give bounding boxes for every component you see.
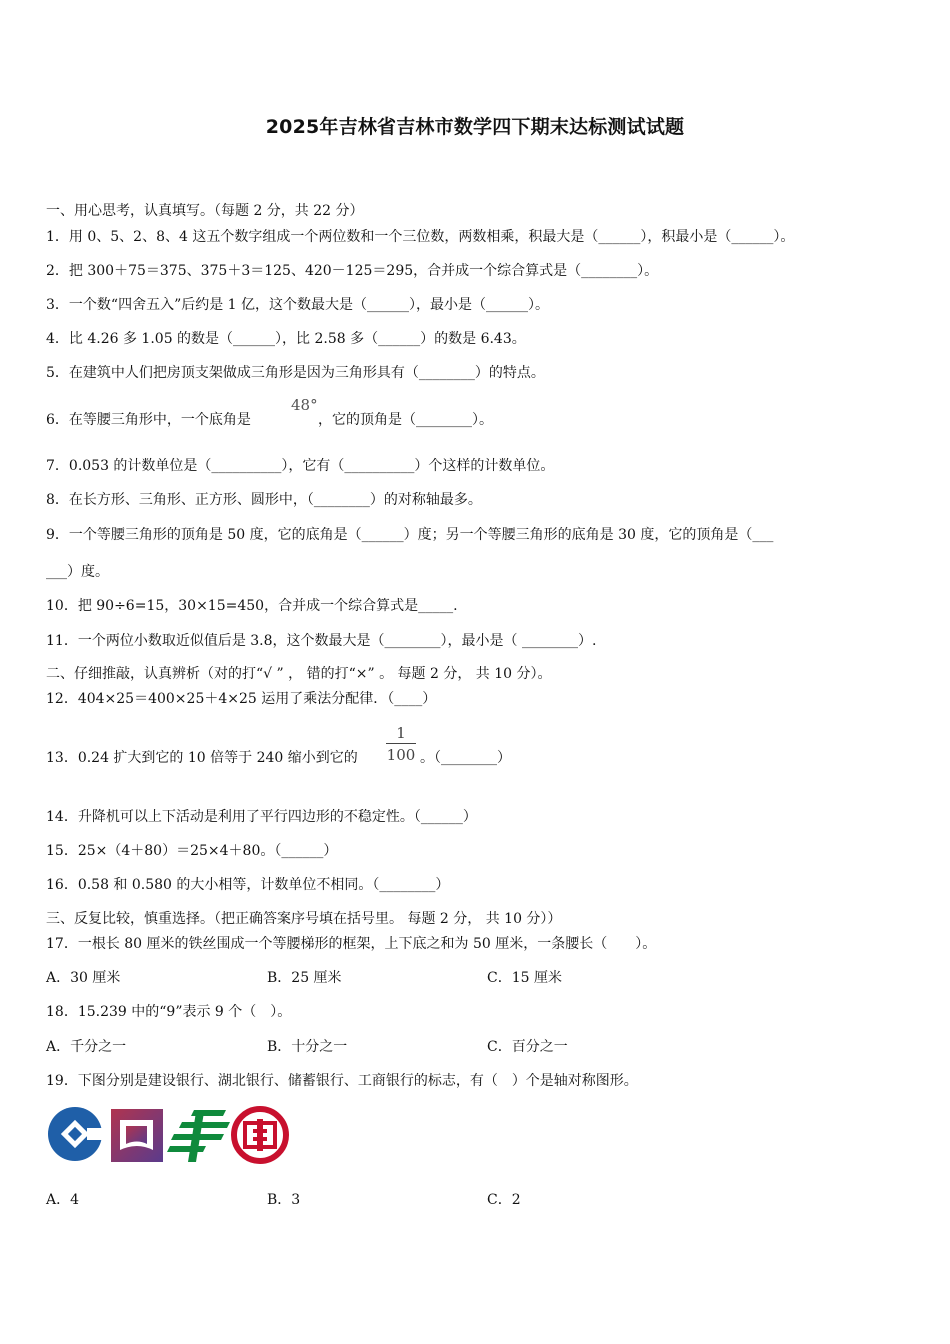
bank-logos: [46, 1104, 296, 1166]
question-6-angle: 48°: [291, 396, 318, 414]
question-13-text-end: 。（________）: [420, 750, 511, 766]
question-17-option-a: A．30 厘米: [46, 970, 121, 986]
question-3: 3．一个数“四舍五入”后约是 1 亿，这个数最大是（______），最小是（______）。: [46, 297, 550, 313]
icbc-logo-icon: [234, 1109, 286, 1161]
fraction-numerator: 1: [396, 724, 406, 742]
question-7: 7．0.053 的计数单位是（__________），它有（__________）个这样的计数单位。: [46, 458, 555, 474]
question-2: 2．把 300＋75＝375、375＋3＝125、420－125＝295，合并成一个综合算式是（________）。: [46, 263, 659, 279]
question-19-option-a: A．4: [46, 1192, 80, 1208]
question-10: 10．把 90÷6=15，30×15=450，合并成一个综合算式是_____.: [46, 598, 458, 614]
question-19-option-b: B．3: [267, 1192, 301, 1208]
section-3-heading: 三、反复比较，慎重选择。（把正确答案序号填在括号里。 每题 2 分， 共 10 分））: [46, 911, 562, 927]
question-18: 18．15.239 中的“9”表示 9 个（ ）。: [46, 1004, 292, 1020]
question-18-option-b: B．十分之一: [267, 1039, 348, 1055]
question-8: 8．在长方形、三角形、正方形、圆形中，（________）的对称轴最多。: [46, 492, 482, 508]
question-6-text: 6．在等腰三角形中，一个底角是: [46, 412, 251, 428]
question-13-fraction: [386, 724, 416, 764]
ccb-logo-icon: [48, 1107, 105, 1161]
question-18-option-c: C．百分之一: [487, 1039, 568, 1055]
section-1-heading: 一、用心思考，认真填写。（每题 2 分，共 22 分）: [46, 203, 364, 219]
question-14: 14．升降机可以上下活动是利用了平行四边形的不稳定性。（______）: [46, 809, 477, 825]
question-12: 12．404×25＝400×25＋4×25 运用了乘法分配律．（____）: [46, 691, 437, 707]
question-18-option-a: A．千分之一: [46, 1039, 127, 1055]
postal-bank-logo-icon: [167, 1110, 230, 1162]
question-17: 17．一根长 80 厘米的铁丝围成一个等腰梯形的框架，上下底之和为 50 厘米，一条腰长（ ）。: [46, 936, 657, 952]
question-19-option-c: C．2: [487, 1192, 521, 1208]
question-9: 9．一个等腰三角形的顶角是 50 度，它的底角是（______）度；另一个等腰三角形的底角是 30 度，它的顶角是（___: [46, 527, 774, 543]
question-5: 5．在建筑中人们把房顶支架做成三角形是因为三角形具有（________）的特点。: [46, 365, 545, 381]
question-17-option-c: C．15 厘米: [487, 970, 562, 986]
fraction-bar: [386, 743, 416, 744]
question-11: 11．一个两位小数取近似值后是 3.8，这个数最大是（________），最小是（ ________）.: [46, 633, 597, 649]
question-13-text: 13．0.24 扩大到它的 10 倍等于 240 缩小到它的: [46, 750, 358, 766]
question-4: 4．比 4.26 多 1.05 的数是（______），比 2.58 多（______）的数是 6.43。: [46, 331, 526, 347]
question-9-continued: ___）度。: [46, 564, 109, 580]
question-6-text-end: ，它的顶角是（________）。: [318, 412, 493, 428]
question-17-option-b: B．25 厘米: [267, 970, 342, 986]
page-title: 2025年吉林省吉林市数学四下期末达标测试试题: [265, 116, 685, 138]
question-19: 19．下图分别是建设银行、湖北银行、储蓄银行、工商银行的标志，有（ ）个是轴对称图形。: [46, 1073, 638, 1089]
question-16: 16．0.58 和 0.580 的大小相等，计数单位不相同。（________）: [46, 877, 450, 893]
hubei-bank-logo-icon: [111, 1109, 163, 1162]
fraction-denominator: 100: [386, 746, 416, 764]
question-15: 15．25×（4＋80）＝25×4＋80。（______）: [46, 843, 338, 859]
section-2-heading: 二、仔细推敲，认真辨析（对的打“√ ” ， 错的打“×” 。 每题 2 分， 共 10 分）。: [46, 666, 552, 682]
question-1: 1．用 0、5、2、8、4 这五个数字组成一个两位数和一个三位数，两数相乘，积最大是（______），积最小是（______）。: [46, 229, 795, 245]
